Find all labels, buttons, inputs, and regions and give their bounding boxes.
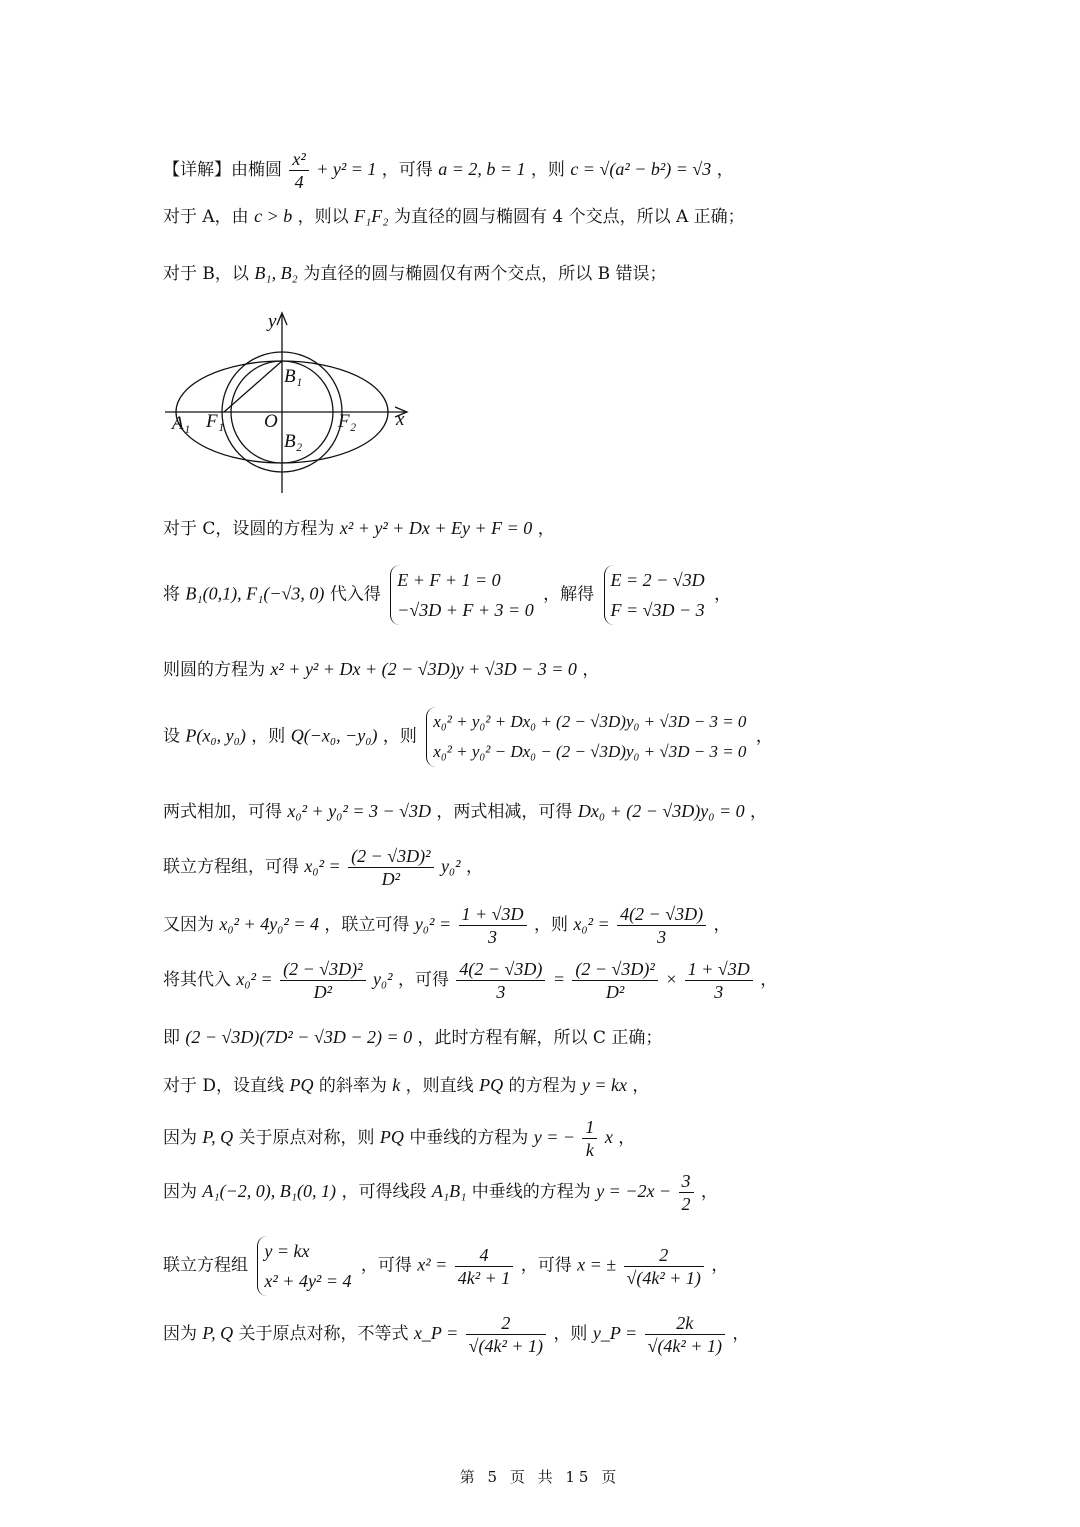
text-segment: 对于 C，设圆的方程为 <box>163 519 335 539</box>
fraction-numerator: (2 − √3D)² <box>348 845 433 868</box>
text-segment: 对于 A，由 <box>163 207 249 227</box>
fraction-numerator: 1 + √3D <box>685 958 753 981</box>
detail-line-9 <box>163 845 1020 890</box>
detail-line-15 <box>163 1170 1020 1215</box>
text-segment: ，则 <box>251 726 286 747</box>
text-segment: 的方程为 <box>508 1076 577 1096</box>
label-a1: A₁ <box>172 413 191 434</box>
math-expression: y = kx <box>581 1075 628 1095</box>
text-segment: ， <box>618 1128 636 1148</box>
fraction <box>685 958 753 1003</box>
label-origin: O <box>264 411 278 432</box>
text-segment: ，联立可得 <box>324 915 410 935</box>
math-expression: x₀² + 4y₀² = 4 <box>219 914 319 934</box>
text-segment: ，则 <box>382 726 417 747</box>
fraction-numerator: 4(2 − √3D) <box>456 958 545 981</box>
fraction <box>348 845 433 890</box>
detail-line-3 <box>163 261 1020 286</box>
label-x: x <box>396 409 405 430</box>
math-expression: y_P = <box>592 1323 638 1343</box>
text-segment: 为直径的圆与椭圆有 4 个交点，所以 A 正确； <box>393 207 745 227</box>
fraction-denominator: 3 <box>714 982 724 1002</box>
fraction-numerator: 1 <box>582 1116 597 1139</box>
math-expression: P(x₀, y₀) <box>185 725 246 746</box>
fraction-denominator: √(4k² + 1) <box>626 1267 701 1288</box>
detail-line-16 <box>163 1236 1020 1296</box>
text-segment: ，则 <box>533 915 568 935</box>
fraction <box>289 148 308 193</box>
fraction-denominator: 3 <box>488 927 498 947</box>
math-expression: y₀² <box>372 969 393 989</box>
fraction-numerator: 4(2 − √3D) <box>617 903 706 926</box>
math-expression: x = ± <box>577 1254 617 1275</box>
text-segment: 【详解】由椭圆 <box>163 160 282 180</box>
math-expression: (2 − √3D)(7D² − √3D − 2) = 0 <box>185 1027 413 1047</box>
text-segment: ，解得 <box>543 584 595 605</box>
text-segment: 将其代入 <box>163 970 231 990</box>
text-segment: ，两式相减，可得 <box>436 802 573 822</box>
text-segment: 为直径的圆与椭圆仅有两个交点，所以 B 错误； <box>303 264 667 284</box>
text-segment: ， <box>700 1182 718 1202</box>
math-expression: x₀² = <box>573 914 610 934</box>
fraction-denominator: √(4k² + 1) <box>647 1336 722 1356</box>
text-segment: 中垂线的方程为 <box>409 1128 529 1148</box>
math-expression: = <box>552 969 565 989</box>
text-segment: ，可得 <box>360 1255 412 1276</box>
detail-line-4 <box>163 516 1020 541</box>
system-row: E + F + 1 = 0 <box>397 570 501 590</box>
fraction-numerator: 2 <box>624 1244 704 1267</box>
text-segment: 的斜率为 <box>318 1076 387 1096</box>
text-segment: ， <box>714 584 732 605</box>
detail-line-13 <box>163 1073 1020 1098</box>
detail-line-17 <box>163 1312 1020 1357</box>
ellipse-circle-figure <box>160 305 420 495</box>
text-segment: 关于原点对称，不等式 <box>238 1324 409 1344</box>
label-b1: B₁ <box>284 366 303 387</box>
math-expression: x² + y² + Dx + (2 − √3D)y + √3D − 3 = 0 <box>270 659 577 679</box>
detail-line-6 <box>163 657 1020 682</box>
text-segment: 关于原点对称，则 <box>238 1128 375 1148</box>
text-segment: ， <box>537 519 555 539</box>
fraction <box>582 1116 597 1161</box>
text-segment: ，则直线 <box>405 1076 474 1096</box>
math-expression: x₀² = <box>304 856 341 876</box>
system-row: −√3D + F + 3 = 0 <box>397 600 534 620</box>
math-expression: y₀² <box>440 856 461 876</box>
math-expression: x₀² + y₀² = 3 − √3D <box>287 801 432 821</box>
text-segment: 即 <box>163 1028 180 1048</box>
fraction <box>645 1312 725 1357</box>
text-segment: 设 <box>163 726 180 747</box>
text-segment: 代入得 <box>329 584 381 605</box>
math-expression: × <box>665 969 678 989</box>
equation-system <box>390 565 533 625</box>
fraction-denominator: 3 <box>496 982 506 1002</box>
fraction <box>624 1244 704 1289</box>
math-expression: y₀² = <box>414 914 452 934</box>
text-segment: ， <box>582 660 600 680</box>
fraction-denominator: 3 <box>657 927 667 947</box>
detail-line-8 <box>163 799 1020 824</box>
text-segment: 因为 <box>163 1128 197 1148</box>
fraction <box>679 1170 694 1215</box>
equation-system <box>604 565 705 625</box>
system-row: x₀² + y₀² − Dx₀ − (2 − √3D)y₀ + √3D − 3 = 0 <box>433 742 747 761</box>
math-expression: P, Q <box>202 1127 234 1147</box>
detail-line-7 <box>163 707 1020 767</box>
fraction <box>280 958 365 1003</box>
math-expression: + y² = 1 <box>316 159 377 179</box>
math-expression: y = − <box>533 1127 576 1147</box>
detail-line-10 <box>163 903 1020 948</box>
fraction <box>459 903 527 948</box>
fraction-numerator: (2 − √3D)² <box>280 958 365 981</box>
equation-system <box>426 707 746 767</box>
text-segment: 中垂线的方程为 <box>471 1182 591 1202</box>
math-expression: Dx₀ + (2 − √3D)y₀ = 0 <box>577 801 745 821</box>
text-segment: 因为 <box>163 1182 197 1202</box>
math-expression: B₁, B₂ <box>254 263 298 283</box>
detail-line-2 <box>163 204 1020 229</box>
label-b2: B₂ <box>284 431 303 452</box>
fraction-numerator: 4 <box>455 1244 514 1267</box>
fraction-numerator: 2k <box>645 1312 725 1335</box>
text-segment: ，则 <box>530 160 565 180</box>
text-segment: ，可得线段 <box>341 1182 427 1202</box>
detail-line-14 <box>163 1116 1020 1161</box>
math-expression: PQ <box>289 1075 314 1095</box>
fraction-numerator: (2 − √3D)² <box>572 958 657 981</box>
fraction-denominator: D² <box>605 982 625 1002</box>
text-segment: ， <box>732 1324 750 1344</box>
text-segment: ， <box>711 1255 729 1276</box>
math-expression: x² + y² + Dx + Ey + F = 0 <box>339 518 533 538</box>
math-expression: c > b <box>254 206 293 226</box>
math-expression: Q(−x₀, −y₀) <box>290 725 378 746</box>
math-expression: x² = <box>417 1254 448 1275</box>
system-row: x₀² + y₀² + Dx₀ + (2 − √3D)y₀ + √3D − 3 = 0 <box>433 712 747 731</box>
text-segment: 将 <box>163 584 180 605</box>
text-segment: ， <box>750 802 768 822</box>
segment-f1-b1 <box>224 361 282 412</box>
fraction <box>572 958 657 1003</box>
fraction-denominator: 4k² + 1 <box>457 1267 511 1288</box>
text-segment: ，可得 <box>381 160 433 180</box>
fraction <box>456 958 545 1003</box>
text-segment: ， <box>466 857 483 877</box>
math-expression: x_P = <box>413 1323 459 1343</box>
fraction-numerator: x² <box>289 148 308 171</box>
fraction-denominator: D² <box>381 869 401 889</box>
fraction-denominator: 2 <box>681 1194 691 1214</box>
label-f1: F₁ <box>206 411 225 432</box>
detail-line-5 <box>163 565 1020 625</box>
detail-line-11 <box>163 958 1020 1003</box>
fraction <box>455 1244 514 1289</box>
page-footer: 第 5 页 共 15 页 <box>459 1468 621 1486</box>
fraction <box>466 1312 546 1357</box>
math-expression: F₁F₂ <box>354 206 389 226</box>
fraction-numerator: 1 + √3D <box>459 903 527 926</box>
math-expression: k <box>392 1075 401 1095</box>
math-expression: x₀² = <box>236 969 273 989</box>
fraction-denominator: D² <box>313 982 333 1002</box>
detail-line-12 <box>163 1025 1020 1050</box>
text-segment: ， <box>713 915 731 935</box>
text-segment: ，则 <box>553 1324 588 1344</box>
fraction-denominator: 4 <box>294 172 304 192</box>
fraction-denominator: k <box>585 1140 594 1160</box>
text-segment: ，此时方程有解，所以 C 正确； <box>417 1028 663 1048</box>
detail-line-1 <box>163 148 1020 193</box>
text-segment: ，可得 <box>520 1255 572 1276</box>
text-segment: 因为 <box>163 1324 197 1344</box>
label-y: y <box>268 311 277 332</box>
math-expression: x <box>604 1127 613 1147</box>
text-segment: 联立方程组，可得 <box>163 857 299 877</box>
system-row: x² + 4y² = 4 <box>264 1271 352 1291</box>
text-segment: ， <box>755 726 773 747</box>
label-f2: F₂ <box>338 411 357 432</box>
math-expression: P, Q <box>202 1323 234 1343</box>
text-segment: ，则以 <box>297 207 349 227</box>
math-expression: a = 2, b = 1 <box>438 159 526 179</box>
fraction-numerator: 2 <box>466 1312 546 1335</box>
math-expression: y = −2x − <box>596 1181 672 1201</box>
text-segment: ， <box>716 160 734 180</box>
text-segment: ， <box>760 970 778 990</box>
system-row: E = 2 − √3D <box>610 570 705 590</box>
text-segment: 对于 B，以 <box>163 264 249 284</box>
math-expression: c = √(a² − b²) = √3 <box>570 159 712 179</box>
fraction-denominator: √(4k² + 1) <box>468 1336 544 1356</box>
text-segment: 联立方程组 <box>163 1255 248 1276</box>
text-segment: 对于 D，设直线 <box>163 1076 285 1096</box>
math-expression: A₁B₁ <box>431 1181 467 1201</box>
text-segment: 两式相加，可得 <box>163 802 282 822</box>
math-expression: PQ <box>479 1075 504 1095</box>
system-row: y = kx <box>264 1241 310 1261</box>
math-expression: B₁(0,1), F₁(−√3, 0) <box>185 583 325 604</box>
system-row: F = √3D − 3 <box>610 600 705 620</box>
math-expression: A₁(−2, 0), B₁(0, 1) <box>202 1181 337 1201</box>
text-segment: ，可得 <box>398 970 449 990</box>
text-segment: 则圆的方程为 <box>163 660 265 680</box>
equation-system <box>257 1236 351 1296</box>
text-segment: 又因为 <box>163 915 214 935</box>
text-segment: ， <box>632 1076 650 1096</box>
fraction-numerator: 3 <box>679 1170 694 1193</box>
fraction <box>617 903 706 948</box>
math-expression: PQ <box>379 1127 404 1147</box>
